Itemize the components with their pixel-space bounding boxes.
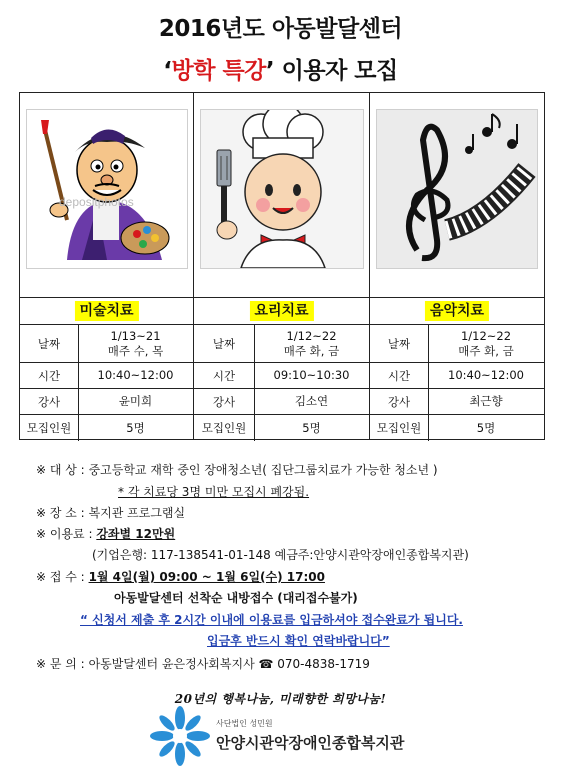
organization-logo [150,706,450,766]
capacity-label: 모집인원 [20,415,79,441]
program-header-cooking [194,297,369,325]
program-name: 미술치료 [74,301,138,321]
target-label: ※ 대 상 : [36,463,85,477]
time-row [370,363,544,389]
target-note [118,483,309,500]
chef-cartoon-image [200,109,364,269]
time-value: 10:40~12:00 [97,368,174,382]
time-label: 시간 [20,363,79,388]
date-value [78,325,193,362]
capacity-value: 5명 [302,420,321,435]
logo-name: 안양시관악장애인종합복지관 [216,734,405,752]
place-text: 복지관 프로그램실 [88,506,186,520]
capacity-row [194,415,369,441]
fee-text: 강좌별 12만원 [96,527,176,541]
contact-line [36,655,370,672]
date-row [20,325,193,363]
apply-line [36,568,325,585]
date-row [370,325,544,363]
painter-cartoon-image [26,109,188,269]
contact-label: ※ 문 의 : [36,657,85,671]
date-value [428,325,544,362]
capacity-row [370,415,544,441]
capacity-value: 5명 [126,420,145,435]
time-row [20,363,193,389]
target-text: 중고등학교 재학 중인 장애청소년( 집단그룹치료가 가능한 청소년 ) [88,463,438,477]
date-value [254,325,369,362]
date-row [194,325,369,363]
slogan: 20년의 행복나눔, 미래향한 희망나눔! [174,692,387,706]
teacher-value: 최근향 [469,394,503,408]
notice-line-1: “ 신청서 제출 후 2시간 이내에 이용료를 입금하셔야 접수완료가 됩니다. [80,613,463,627]
apply-method-line [114,589,358,606]
apply-method-text: 아동발달센터 선착순 내방접수 (대리접수불가) [114,591,358,605]
watermark-text: depositphotos [59,195,134,209]
date-label: 날짜 [194,325,255,362]
notice-line-2: 입금후 반드시 확인 연락바랍니다” [207,634,390,648]
program-name: 음악치료 [425,301,489,321]
teacher-row [370,389,544,415]
title-highlight: 방학 특강 [171,58,266,84]
date-days: 매주 화, 금 [283,343,340,358]
date-label: 날짜 [370,325,429,362]
time-value: 10:40~12:00 [448,368,524,382]
fee-label: ※ 이용료 : [36,527,93,541]
title-close-quote: ’ [265,58,275,84]
date-days: 매주 화, 금 [458,343,514,358]
program-column-art [20,93,194,439]
target-line [36,461,438,478]
target-note-text: * 각 치료당 3명 미만 모집시 폐강됨. [118,485,310,499]
painter-cartoon-icon [27,110,187,268]
date-label: 날짜 [20,325,79,362]
bank-text: (기업은행: 117-138541-01-148 예금주:안양시관악장애인종합복지관) [92,548,469,562]
teacher-label: 강사 [20,389,79,414]
title-open-quote: ‘ [163,58,172,84]
time-row [194,363,369,389]
logo-small-text: 사단법인 성민원 [216,719,273,728]
title-line-2 [0,52,561,85]
time-value: 09:10~10:30 [273,368,350,382]
teacher-value: 김소연 [294,394,329,408]
teacher-row [20,389,193,415]
teacher-label: 강사 [370,389,429,414]
phone-icon: ☎ [258,657,274,671]
date-days: 매주 수, 목 [107,343,164,358]
program-column-music [370,93,544,439]
title-rest: 이용자 모집 [274,58,398,84]
place-label: ※ 장 소 : [36,506,85,520]
capacity-label: 모집인원 [370,415,429,441]
program-header-music [370,297,544,325]
chef-cartoon-icon [201,110,363,268]
contact-text: 아동발달센터 윤은정사회복지사 [88,657,255,671]
program-column-cooking [194,93,370,439]
apply-label: ※ 접 수 : [36,570,85,584]
time-label: 시간 [194,363,255,388]
teacher-value: 윤미희 [118,394,153,408]
capacity-row [20,415,193,441]
program-table [19,92,545,440]
capacity-label: 모집인원 [194,415,255,441]
treble-clef-piano-icon [377,110,537,268]
place-line [36,504,185,521]
date-range: 1/12~22 [286,328,337,343]
date-range: 1/12~22 [460,328,512,343]
teacher-row [194,389,369,415]
bank-line [92,546,469,563]
time-label: 시간 [370,363,429,388]
title-line-1: 2016년도 아동발달센터 [158,16,403,42]
phone-number: 070-4838-1719 [277,657,370,671]
capacity-value: 5명 [476,420,496,435]
date-range: 1/13~21 [110,328,161,343]
program-name: 요리치료 [249,301,313,321]
fee-line [36,525,175,542]
apply-text: 1월 4일(월) 09:00 ~ 1월 6일(수) 17:00 [88,570,325,584]
star-burst-logo-icon [150,706,210,766]
teacher-label: 강사 [194,389,255,414]
program-header-art [20,297,193,325]
music-image [376,109,538,269]
